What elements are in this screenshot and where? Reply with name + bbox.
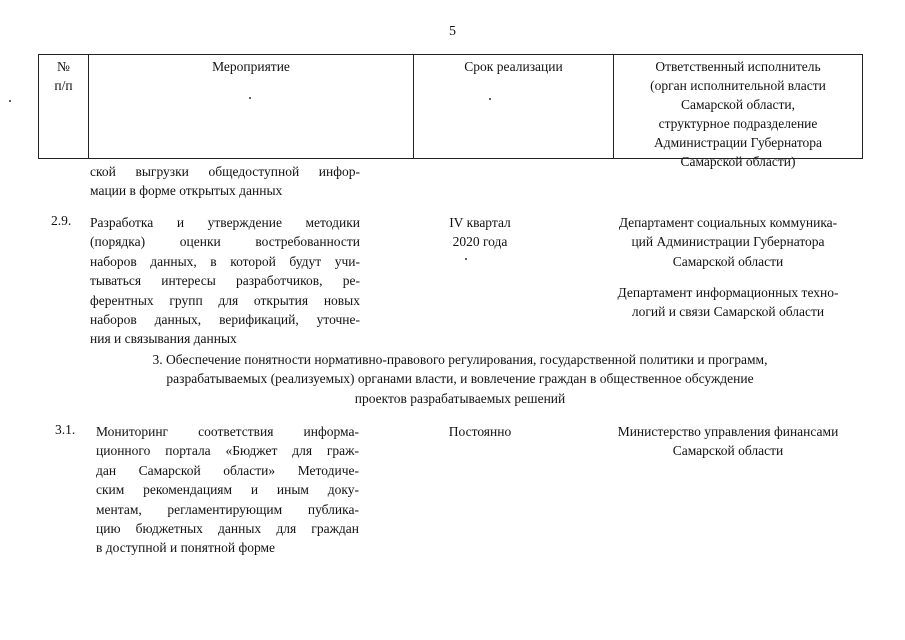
header-responsible-column <box>614 55 862 169</box>
header-responsible-line: Самарской области) <box>680 154 796 169</box>
scan-speck <box>489 98 491 100</box>
continued-event-text <box>90 162 360 201</box>
text-line: ционного портала «Бюджет для граж- <box>96 443 359 459</box>
row-deadline <box>415 213 545 252</box>
text-line: Разработка и утверждение методики <box>90 215 360 230</box>
header-responsible-line: Администрации Губернатора <box>653 135 823 150</box>
header-event-column <box>89 55 414 158</box>
text-line: (порядка) оценки востребованности <box>90 234 360 250</box>
row-responsible <box>598 422 858 461</box>
header-deadline-column <box>414 55 614 158</box>
header-deadline-label: Срок реализации <box>464 59 563 74</box>
row-responsible <box>598 213 858 271</box>
header-responsible-line: (орган исполнительной власти <box>650 78 826 93</box>
page-number: 5 <box>449 24 456 39</box>
header-number-line: п/п <box>54 78 73 93</box>
scan-speck <box>249 97 251 99</box>
text-line: ния и связывания данных <box>90 331 237 347</box>
text-line: ской выгрузки общедоступной инфор- <box>90 164 360 179</box>
text-line: тываться интересы разработчиков, ре- <box>90 273 360 289</box>
text-line: Самарской области <box>672 253 784 269</box>
text-line: 3. Обеспечение понятности нормативно-правового регулирования, государственной политики и программ, <box>152 352 768 367</box>
row-responsible-second <box>598 283 858 322</box>
row-number: 2.9. <box>51 213 72 228</box>
text-line: проектов разрабатываемых решений <box>354 390 566 406</box>
text-line: Министерство управления финансами <box>617 424 839 439</box>
text-line: Постоянно <box>448 424 512 439</box>
text-line: 2020 года <box>452 234 508 250</box>
text-line: мации в форме открытых данных <box>90 183 283 199</box>
header-number-line: № <box>57 59 70 74</box>
text-line: Самарской области <box>672 443 784 459</box>
text-line: Мониторинг соответствия информа- <box>96 424 359 439</box>
header-responsible-line: структурное подразделение <box>658 116 818 131</box>
text-line: логий и связи Самарской области <box>631 304 825 320</box>
text-line: Департамент информационных техно- <box>617 285 839 300</box>
text-line: ментам, регламентирующим публика- <box>96 501 359 517</box>
text-line: наборов данных, верификаций, уточне- <box>90 311 360 327</box>
text-line: дан Самарской области» Методиче- <box>96 462 359 478</box>
header-number-column <box>39 55 89 158</box>
text-line: Департамент социальных коммуника- <box>618 215 838 230</box>
row-deadline <box>415 422 545 441</box>
section-heading <box>70 350 850 408</box>
scan-speck <box>9 100 11 102</box>
text-line: ским рекомендациям и иным доку- <box>96 482 359 498</box>
header-responsible-line: Самарской области, <box>681 97 795 112</box>
header-responsible-line: Ответственный исполнитель <box>655 59 821 74</box>
text-line: наборов данных, в которой будут учи- <box>90 253 360 269</box>
table-header <box>38 54 863 169</box>
row-event-text <box>90 213 360 349</box>
text-line: разрабатываемых (реализуемых) органами власти, и вовлечение граждан в общественное обсуждение <box>166 371 754 387</box>
row-event-text <box>96 422 359 558</box>
scan-speck <box>465 258 467 260</box>
text-line: ферентных групп для открытия новых <box>90 292 360 308</box>
text-line: IV квартал <box>449 215 511 230</box>
header-event-label: Мероприятие <box>212 59 290 74</box>
row-number: 3.1. <box>55 422 76 437</box>
text-line: ций Администрации Губернатора <box>631 234 825 250</box>
text-line: в доступной и понятной форме <box>96 540 276 556</box>
text-line: цию бюджетных данных для граждан <box>96 520 359 536</box>
